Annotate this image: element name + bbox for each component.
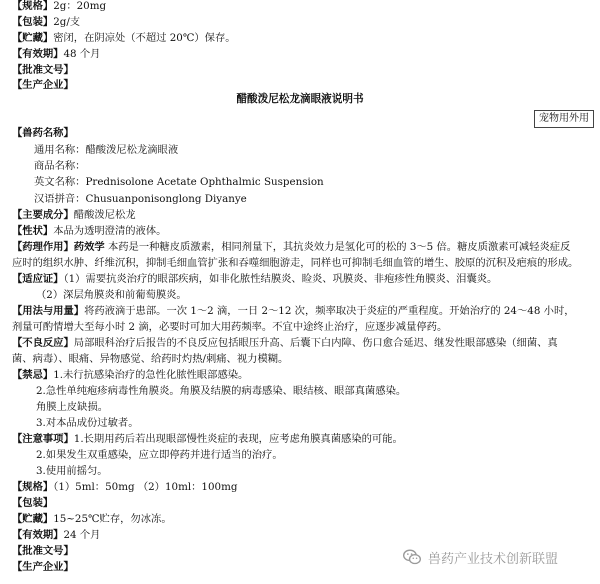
drug-name-label: 【兽药名称】 (12, 127, 74, 139)
footer-manufacturer: 【生产企业】 (12, 561, 74, 573)
header-spec: 【规格】2g：20mg (12, 0, 107, 12)
contraindication-line-4: 3.对本品成份过敏者。 (36, 417, 139, 429)
footer-approval: 【批准文号】 (12, 545, 74, 557)
footer-expiry: 【有效期】24 个月 (12, 529, 101, 541)
header-expiry: 【有效期】48 个月 (12, 48, 101, 60)
header-manufacturer: 【生产企业】 (12, 79, 74, 91)
usage-badge: 宠物用外用 (534, 110, 594, 128)
footer-package: 【包装】 (12, 497, 54, 509)
ingredient: 【主要成分】醋酸泼尼松龙 (12, 209, 136, 221)
pinyin-name: 汉语拼音：Chusuanponisonglong Diyanye (34, 193, 247, 205)
contraindication-line-1: 【禁忌】1.未行抗感染治疗的急性化脓性眼部感染。 (12, 369, 249, 381)
pharmacology-line-1: 【药理作用】药效学 本药是一种糖皮质激素，相同剂量下，其抗炎效力是氢化可的松的 3～5 倍。糖皮质激素可减轻炎症反 (12, 241, 571, 253)
indication-line-1: 【适应证】（1）需要抗炎治疗的眼部疾病，如非化脓性结膜炎、睑炎、巩膜炎、非疱疹性角膜炎、泪囊炎。 (12, 273, 498, 285)
watermark-text: 兽药产业技术创新联盟 (428, 551, 559, 567)
dosage-line-1: 【用法与用量】将药液滴于患部。一次 1～2 滴，一日 2～12 次，频率取决于炎症的严重程度。开始治疗的 24～48 小时， (12, 305, 575, 317)
footer-storage: 【贮藏】15~25℃贮存，勿冰冻。 (12, 513, 172, 525)
dosage-line-2: 剂量可酌情增大至每小时 2 滴，必要时可加大用药频率。不宜中途终止治疗，应逐步减量停药。 (12, 321, 448, 333)
header-package: 【包装】2g/支 (12, 16, 81, 28)
wechat-icon (402, 547, 422, 567)
header-approval: 【批准文号】 (12, 64, 74, 76)
contraindication-line-2: 2.急性单纯疱疹病毒性角膜炎。角膜及结膜的病毒感染、眼结核、眼部真菌感染。 (36, 385, 407, 397)
watermark (402, 547, 558, 567)
trade-name: 商品名称： (34, 160, 86, 172)
contraindication-line-3: 角膜上皮缺损。 (36, 401, 109, 413)
indication-line-2: （2）深层角膜炎和前葡萄膜炎。 (36, 289, 187, 301)
header-storage: 【贮藏】密闭，在阴凉处（不超过 20℃）保存。 (12, 32, 236, 44)
generic-name: 通用名称：醋酸泼尼松龙滴眼液 (34, 144, 179, 156)
footer-spec: 【规格】（1）5ml：50mg （2）10ml：100mg (12, 481, 238, 493)
adverse-line-1: 【不良反应】局部眼科治疗后报告的不良反应包括眼压升高、后囊下白内障、伤口愈合延迟、继发性眼部感染（细菌、真 (12, 337, 558, 349)
document-title: 醋酸泼尼松龙滴眼液说明书 (236, 93, 364, 105)
caution-line-2: 2.如果发生双重感染，应立即停药并进行适当的治疗。 (36, 449, 283, 461)
caution-line-1: 【注意事项】1.长期用药后若出现眼部慢性炎症的表现，应考虑角膜真菌感染的可能。 (12, 433, 403, 445)
adverse-line-2: 菌、病毒）、眼痛、异物感觉、给药时灼热/刺痛、视力模糊。 (12, 353, 289, 365)
pharmacology-line-2: 应时的组织水肿、纤维沉积，抑制毛细血管扩张和吞噬细胞游走，同样也可抑制毛细血管的增生、胶原的沉积及疤痕的形成。 (12, 257, 579, 269)
english-name: 英文名称：Prednisolone Acetate Ophthalmic Suspension (34, 176, 324, 188)
property: 【性状】本品为透明澄清的液体。 (12, 225, 167, 237)
caution-line-3: 3.使用前摇匀。 (36, 465, 108, 477)
